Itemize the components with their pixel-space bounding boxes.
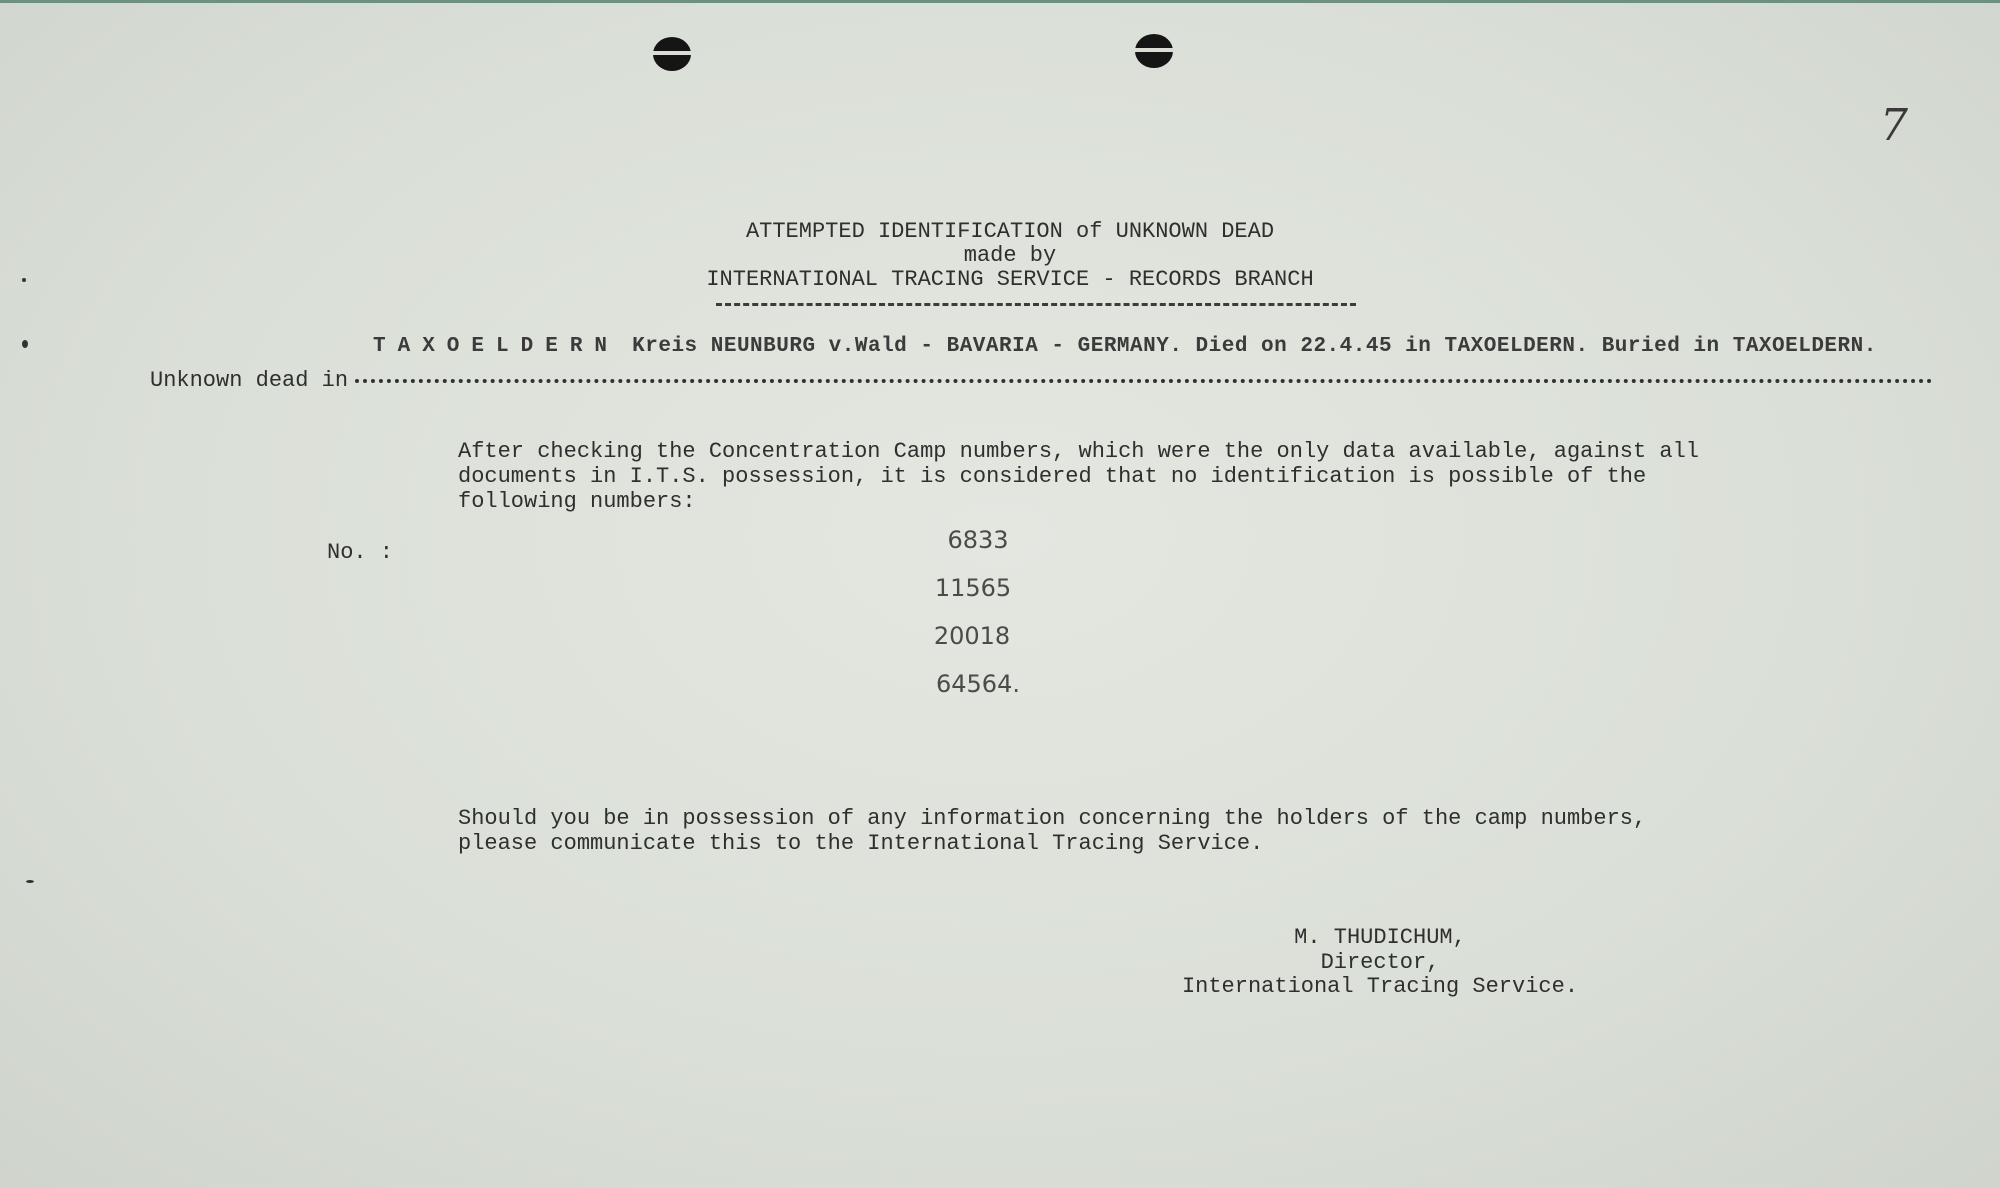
title-line-2: made by <box>963 243 1057 268</box>
top-edge <box>0 0 2000 3</box>
punch-hole-left <box>653 37 691 71</box>
body-line-3: following numbers: <box>458 489 696 514</box>
paper-mark <box>22 340 28 348</box>
camp-number: 64564. <box>936 670 1020 698</box>
punch-hole-right <box>1135 34 1173 68</box>
location-place: TAXOELDERN <box>373 335 620 358</box>
closing-line-1: Should you be in possession of any information concerning the holders of the camp numbers, <box>458 806 1647 831</box>
camp-number: 11565 <box>934 574 1012 602</box>
location-details: Kreis NEUNBURG v.Wald - BAVARIA - GERMANY. Died on 22.4.45 in TAXOELDERN. Buried in TAXOELDERN. <box>632 335 1877 358</box>
title-underline <box>716 303 1356 306</box>
location-line <box>373 334 1877 359</box>
signature-name: M. THUDICHUM, <box>1294 925 1466 950</box>
page-number: 7 <box>1880 100 1908 151</box>
unknown-dead-label: Unknown dead in <box>150 368 349 393</box>
body-line-1: After checking the Concentration Camp numbers, which were the only data available, against all <box>458 439 1700 464</box>
title-line-3: INTERNATIONAL TRACING SERVICE - RECORDS BRANCH <box>706 267 1314 292</box>
title-line-1: ATTEMPTED IDENTIFICATION of UNKNOWN DEAD <box>745 219 1275 244</box>
closing-line-2: please communicate this to the International Tracing Service. <box>458 831 1264 856</box>
camp-number: 20018 <box>933 622 1011 650</box>
numbers-label: No. : <box>327 540 394 565</box>
camp-number: 6833 <box>947 526 1009 554</box>
dotted-fill-line <box>355 379 1933 383</box>
paper-mark <box>26 880 34 883</box>
signature-title: Director, <box>1320 950 1440 975</box>
signature-organization: International Tracing Service. <box>1181 974 1579 999</box>
body-line-2: documents in I.T.S. possession, it is considered that no identification is possible of the <box>458 464 1647 489</box>
paper-mark <box>22 278 26 282</box>
